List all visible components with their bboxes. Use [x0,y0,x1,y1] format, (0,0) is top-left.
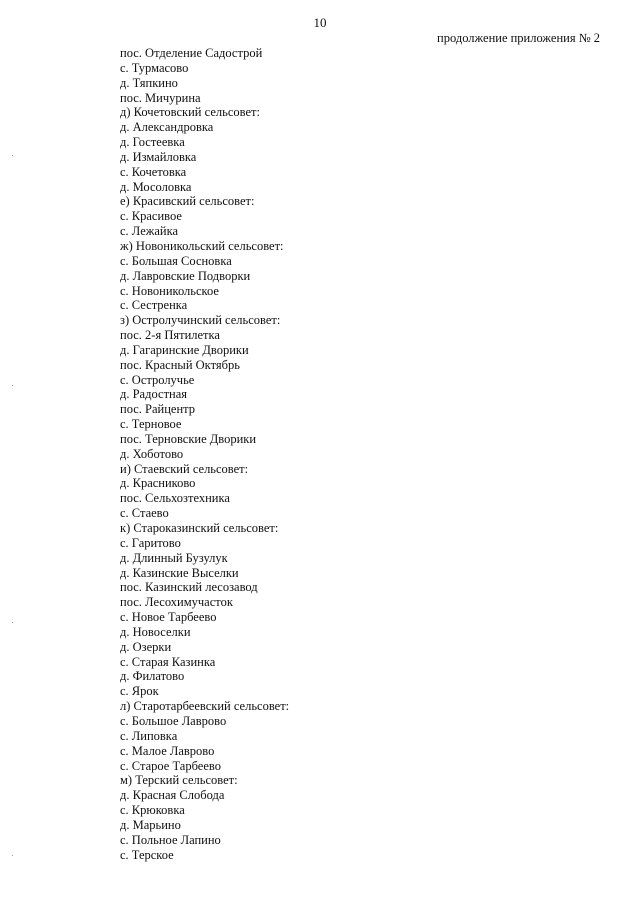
list-item: д. Гостеевка [120,135,185,150]
section-heading: ж) Новоникольский сельсовет: [120,238,284,253]
section-heading: д) Кочетовский сельсовет: [120,105,260,120]
settlement-list [120,46,289,862]
list-item: с. Турмасово [120,60,189,75]
list-item: с. Крюковка [120,803,185,818]
list-item: д. Красниково [120,476,196,491]
list-item: с. Кочетовка [120,164,187,179]
list-item: пос. 2-я Пятилетка [120,328,220,343]
scan-mark [12,155,13,156]
list-item: с. Гаритово [120,535,181,550]
section-heading: м) Терский сельсовет: [120,773,238,788]
list-item: с. Большое Лаврово [120,713,227,728]
list-item: пос. Лесохимучасток [120,595,233,610]
list-item: с. Остролучье [120,372,195,387]
list-item: д. Новоселки [120,624,191,639]
scan-mark [12,385,13,386]
list-item: пос. Райцентр [120,402,196,417]
list-item: с. Новоникольское [120,283,219,298]
page-number: 10 [313,15,327,30]
list-item: д. Мосоловка [120,179,192,194]
list-item: пос. Отделение Садострой [120,46,263,60]
section-heading: л) Старотарбеевский сельсовет: [120,699,290,714]
list-item: д. Тяпкино [120,75,178,90]
list-item: с. Стаево [120,506,169,521]
list-item: д. Александровка [120,120,214,135]
section-heading: к) Староказинский сельсовет: [120,521,279,535]
list-item: д. Лавровские Подворки [120,268,251,283]
list-item: пос. Красный Октябрь [120,357,240,372]
list-item: с. Старая Казинка [120,654,216,669]
section-heading: и) Стаевский сельсовет: [120,461,249,476]
list-item: с. Красивое [120,209,182,224]
list-item: д. Озерки [120,639,172,654]
scan-mark [12,855,13,856]
list-item: с. Ярок [120,684,159,699]
list-item: с. Лежайка [120,224,179,239]
list-item: с. Старое Тарбеево [120,758,221,773]
list-item: с. Липовка [120,728,178,743]
list-item: с. Терское [120,847,174,862]
list-item: пос. Казинский лесозавод [120,580,258,595]
list-item: с. Новое Тарбеево [120,610,217,625]
list-item: д. Гагаринские Дворики [120,342,249,357]
section-heading: е) Красивский сельсовет: [120,194,255,209]
continuation-note: продолжение приложения № 2 [437,31,600,45]
list-item: д. Казинские Выселки [120,565,239,580]
list-item: с. Терновое [120,417,182,432]
section-heading: з) Остролучинский сельсовет: [120,313,281,328]
list-item: д. Марьино [120,817,181,832]
list-item: пос. Сельхозтехника [120,491,230,506]
list-item: с. Сестренка [120,298,188,313]
list-item: с. Польное Лапино [120,832,221,847]
list-item: с. Большая Сосновка [120,253,232,268]
list-item: д. Радостная [120,387,188,402]
list-item: пос. Терновские Дворики [120,431,257,446]
list-item: д. Филатово [120,669,185,684]
list-item: пос. Мичурина [120,90,201,105]
scan-mark [12,622,13,623]
list-item: с. Малое Лаврово [120,743,215,758]
list-item: д. Хоботово [120,446,184,461]
list-item: д. Красная Слобода [120,788,225,803]
list-item: д. Измайловка [120,149,197,164]
list-item: д. Длинный Бузулук [120,550,228,565]
